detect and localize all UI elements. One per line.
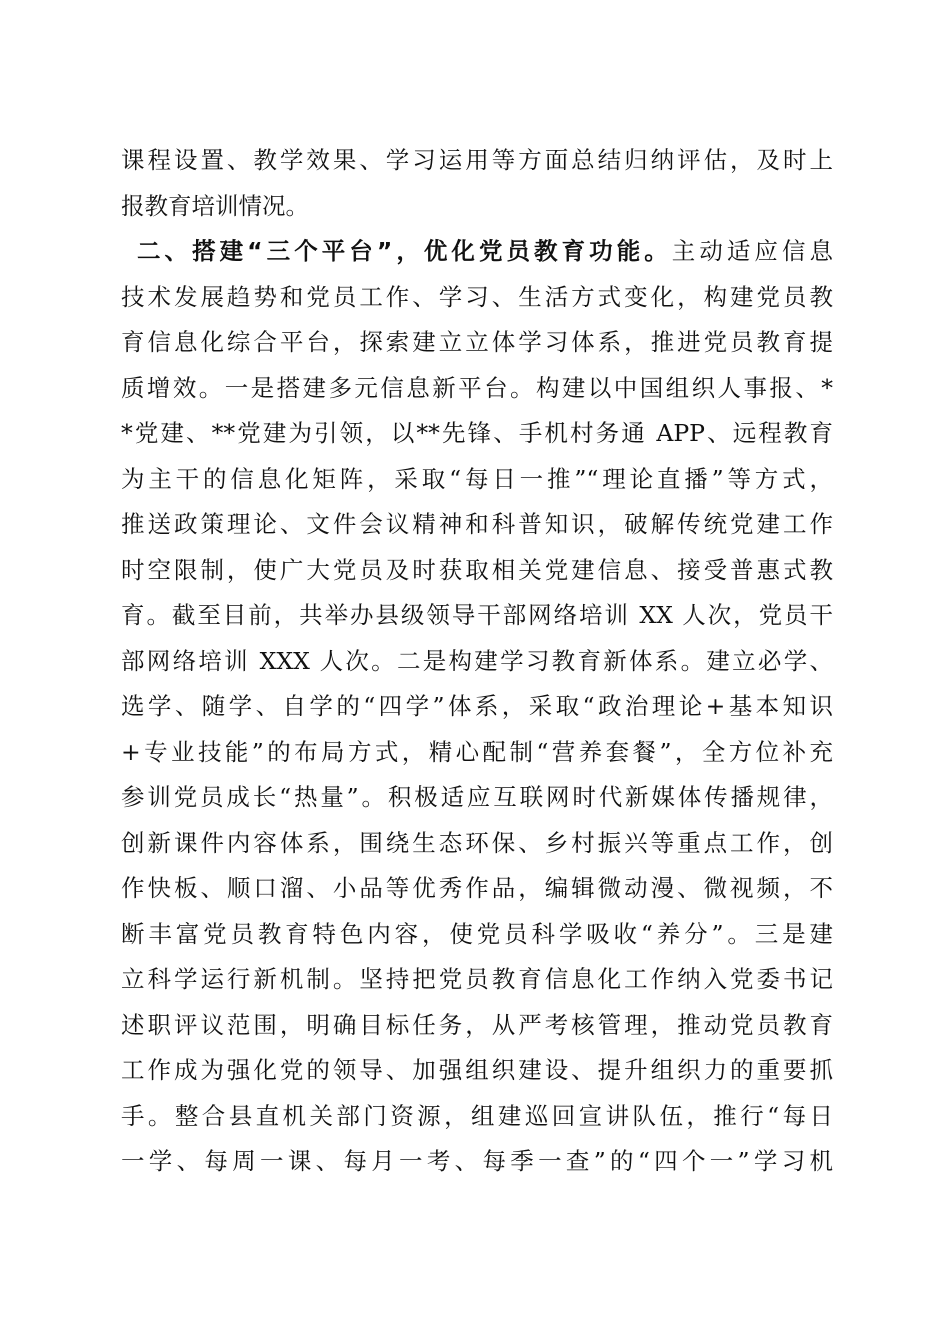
section-heading-line: [121, 229, 833, 275]
text-line: 断丰富党员教育特色内容，使党员科学吸收“养分”。三是建: [121, 919, 833, 948]
text-line: 立科学运行新机制。坚持把党员教育信息化工作纳入党委书记: [121, 965, 833, 993]
text-line: 述职评议范围，明确目标任务，从严考核管理，推动党员教育: [121, 1010, 833, 1039]
text-line: 创新课件内容体系，围绕生态环保、乡村振兴等重点工作，创: [121, 828, 833, 857]
text-line: 为主干的信息化矩阵，采取“每日一推”“理论直播”等方式，: [121, 464, 833, 493]
text-line: 时空限制，使广大党员及时获取相关党建信息、接受普惠式教: [121, 555, 833, 584]
text-line: 作快板、顺口溜、小品等优秀作品，编辑微动漫、微视频，不: [121, 874, 833, 902]
text-line: 育。截至目前，共举办县级领导干部网络培训 XX 人次，党员干: [121, 601, 833, 629]
text-line: *党建、**党建为引领，以**先锋、手机村务通 APP、远程教育: [121, 419, 833, 447]
text-line: 选学、随学、自学的“四学”体系，采取“政治理论+基本知识: [121, 692, 833, 720]
text-line: 手。整合县直机关部门资源，组建巡回宣讲队伍，推行“每日: [121, 1101, 833, 1130]
text-line: 技术发展趋势和党员工作、学习、生活方式变化，构建党员教: [121, 282, 833, 311]
text-line: 课程设置、教学效果、学习运用等方面总结归纳评估，及时上: [121, 146, 833, 174]
body-text: [121, 138, 833, 1185]
text-line: 推送政策理论、文件会议精神和科普知识，破解传统党建工作: [121, 510, 833, 538]
text-line: 育信息化综合平台，探索建立立体学习体系，推进党员教育提: [121, 328, 833, 356]
text-line: 工作成为强化党的领导、加强组织建设、提升组织力的重要抓: [121, 1056, 833, 1084]
text-line: 参训党员成长“热量”。积极适应互联网时代新媒体传播规律，: [121, 783, 833, 811]
text-line: 部网络培训 XXX 人次。二是构建学习教育新体系。建立必学、: [121, 646, 833, 675]
text-line: 质增效。一是搭建多元信息新平台。构建以中国组织人事报、*: [121, 373, 833, 402]
text-line: 报教育培训情况。: [121, 191, 309, 220]
text-line: 一学、每周一课、每月一考、每季一查”的“四个一”学习机: [121, 1147, 833, 1175]
text-run: 主动适应信息: [671, 237, 833, 265]
text-line: +专业技能”的布局方式，精心配制“营养套餐”，全方位补充: [121, 737, 833, 766]
section-heading: 二、搭建“三个平台”，优化党员教育功能。: [137, 237, 672, 265]
